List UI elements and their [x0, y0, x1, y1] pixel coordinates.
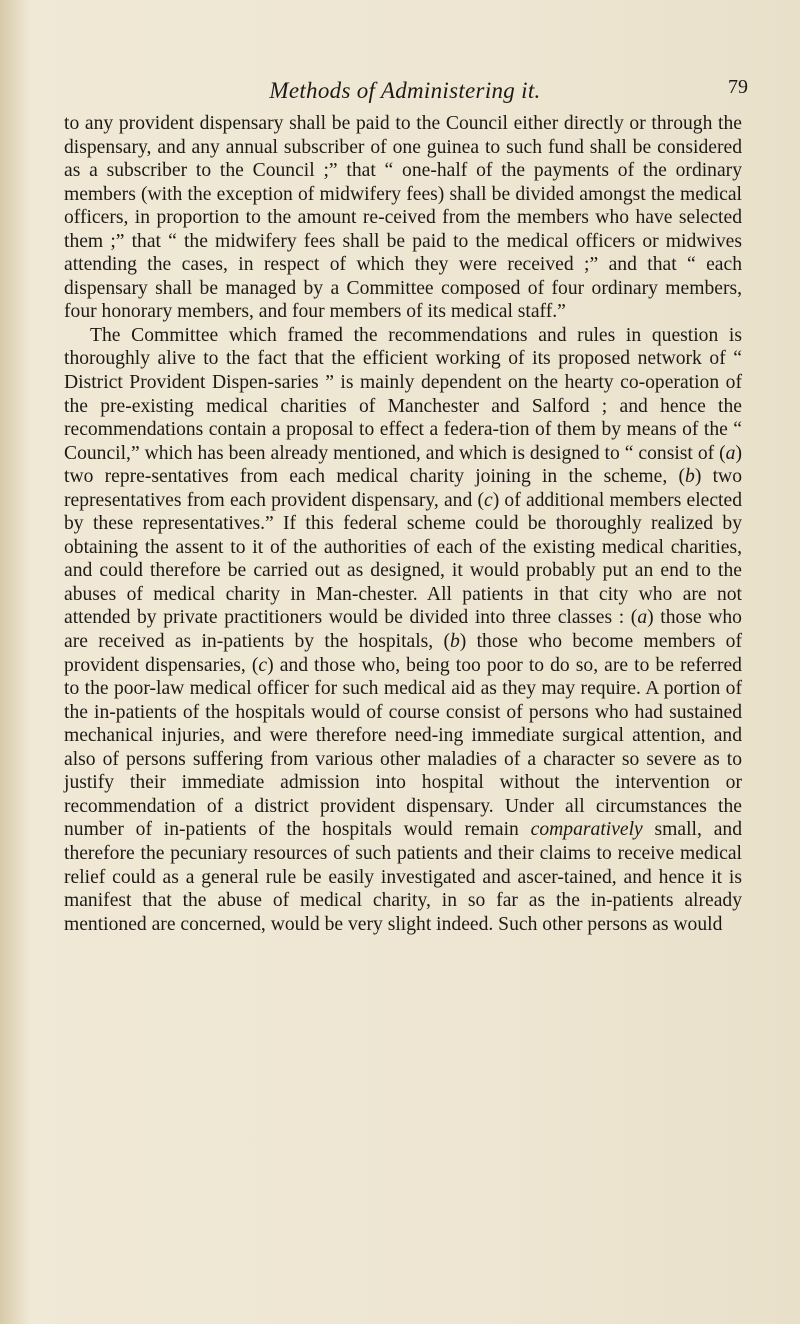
text-run: ) those who become members of provident dispensaries, (: [64, 631, 742, 676]
text-run: ) two representatives from each provident dispensary, and (: [64, 466, 742, 511]
paragraph: [64, 324, 742, 936]
italic-text: c: [484, 489, 493, 511]
text-run: ) and those who, being too poor to do so, are to be referred to the poor-law medical officer for such medical aid as they may require. A portion of the in-patients of the hospitals would of course consist of persons who had sustained mechanical injuries, and were therefore need-ing immediate surgical attention, and also of persons suffering from various other maladies of a character so severe as to justify their immediate admission into hospital without the intervention or recommendation of a district provident dispensary. Under all circumstances the number of in-patients of the hospitals would remain: [64, 654, 742, 841]
body-text: [64, 112, 742, 936]
page-number: 79: [728, 76, 748, 98]
paragraph: [64, 112, 742, 324]
text-run: ) those who are received as in-patients by the hospitals, (: [64, 607, 742, 653]
running-title: Methods of Administering it.: [269, 78, 541, 103]
text-run: to any provident dispensary shall be paid to the Council either directly or through the dispensary, and any annual subscriber of one guinea to such fund shall be considered as a subscriber to the Council ;” that “ one-half of the payments of the ordinary members (with the exception of midwifery fees) shall be divided amongst the medical officers, in proportion to the amount re-ceived from the members who have selected them ;” that “ the midwifery fees shall be paid to the medical officers or midwives attending the cases, in respect of which they were received ;” and that “ each dispensary shall be managed by a Committee composed of four ordinary members, four honorary members, and four members of its medical staff.”: [64, 113, 742, 323]
text-run: ) two repre-sentatives from each medical charity joining in the scheme, (: [64, 442, 742, 488]
italic-text: b: [685, 466, 695, 488]
italic-text: b: [450, 631, 460, 653]
text-run: ) of additional members elected by these representatives.” If this federal scheme could be thoroughly realized by obtaining the assent to it of the authorities of each of the existing medical charities, and could therefore be carried out as designed, it would probably put an end to the abuses of medical charity in Man-chester. All patients in that city who are not attended by private practitioners would be divided into three classes : (: [64, 489, 742, 629]
page-binding-shadow: [0, 0, 30, 1324]
italic-text: c: [258, 654, 268, 676]
page-header: [62, 0, 748, 103]
text-run: small, and therefore the pecuniary resources of such patients and their claims to receive medical relief could as a general rule be easily investigated and ascer-tained, and hence it is manifest that the abuse of medical charity, in so far as the in-patients already mentioned are concerned, would be very slight indeed. Such other persons as would: [64, 819, 743, 935]
italic-text: a: [637, 607, 648, 629]
italic-text: comparatively: [530, 819, 643, 841]
text-run: The Committee which framed the recommendations and rules in question is thoroughly alive to the fact that the efficient working of its proposed network of “ District Provident Dispen-saries ” is mainly dependent on the hearty co-operation of the pre-existing medical charities of Manchester and Salford ; and hence the recommendations contain a proposal to effect a federa-tion of them by means of the “ Council,” which has been already mentioned, and which is designed to “ consist of (: [64, 324, 742, 464]
italic-text: a: [725, 442, 736, 464]
